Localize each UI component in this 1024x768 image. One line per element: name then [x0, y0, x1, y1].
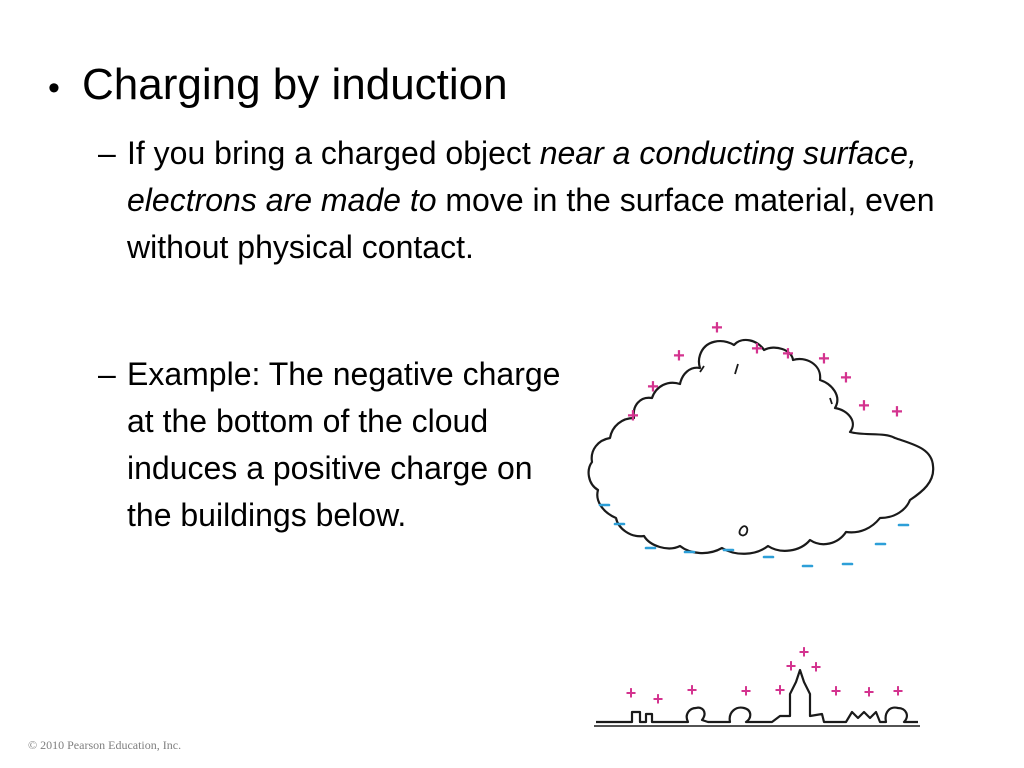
plus-sign: + — [858, 395, 870, 417]
plus-sign: + — [891, 401, 903, 423]
plus-sign: + — [625, 683, 637, 703]
plus-sign: + — [774, 680, 786, 700]
plus-sign: + — [673, 345, 685, 367]
plus-sign: + — [863, 682, 875, 702]
plus-sign: + — [785, 656, 797, 676]
definition-text-part-1: If you bring a charged object — [127, 135, 540, 171]
plus-sign: + — [652, 689, 664, 709]
plus-sign: + — [740, 681, 752, 701]
example-text: Example: The negative charge at the bottom of the cloud induces a positive charge on the buildings below. — [127, 356, 561, 533]
plus-sign: + — [627, 405, 639, 427]
plus-sign: + — [798, 642, 810, 662]
definition-text-part-3: move in the surface material, even without physical contact. — [127, 182, 935, 265]
bullet-marker: • — [48, 69, 60, 107]
building-positive-charges — [626, 642, 904, 709]
plus-sign: + — [818, 348, 830, 370]
plus-sign: + — [840, 367, 852, 389]
plus-sign: + — [686, 680, 698, 700]
plus-sign: + — [782, 343, 794, 365]
plus-sign: + — [810, 657, 822, 677]
cloud-icon — [589, 340, 934, 554]
plus-sign: + — [830, 681, 842, 701]
plus-sign: + — [647, 376, 659, 398]
copyright-footer: © 2010 Pearson Education, Inc. — [28, 738, 182, 752]
definition-text-emphasis: near a conducting surface, electrons are made to — [127, 135, 917, 218]
slide-heading: Charging by induction — [82, 60, 508, 109]
cloud-detail — [700, 364, 832, 535]
plus-sign: + — [892, 681, 904, 701]
dash-marker: – — [98, 356, 116, 392]
dash-marker: – — [98, 135, 116, 171]
cloud-positive-charges — [627, 317, 903, 427]
cloud-negative-charges — [600, 505, 908, 566]
plus-sign: + — [711, 317, 723, 339]
plus-sign: + — [751, 338, 763, 360]
